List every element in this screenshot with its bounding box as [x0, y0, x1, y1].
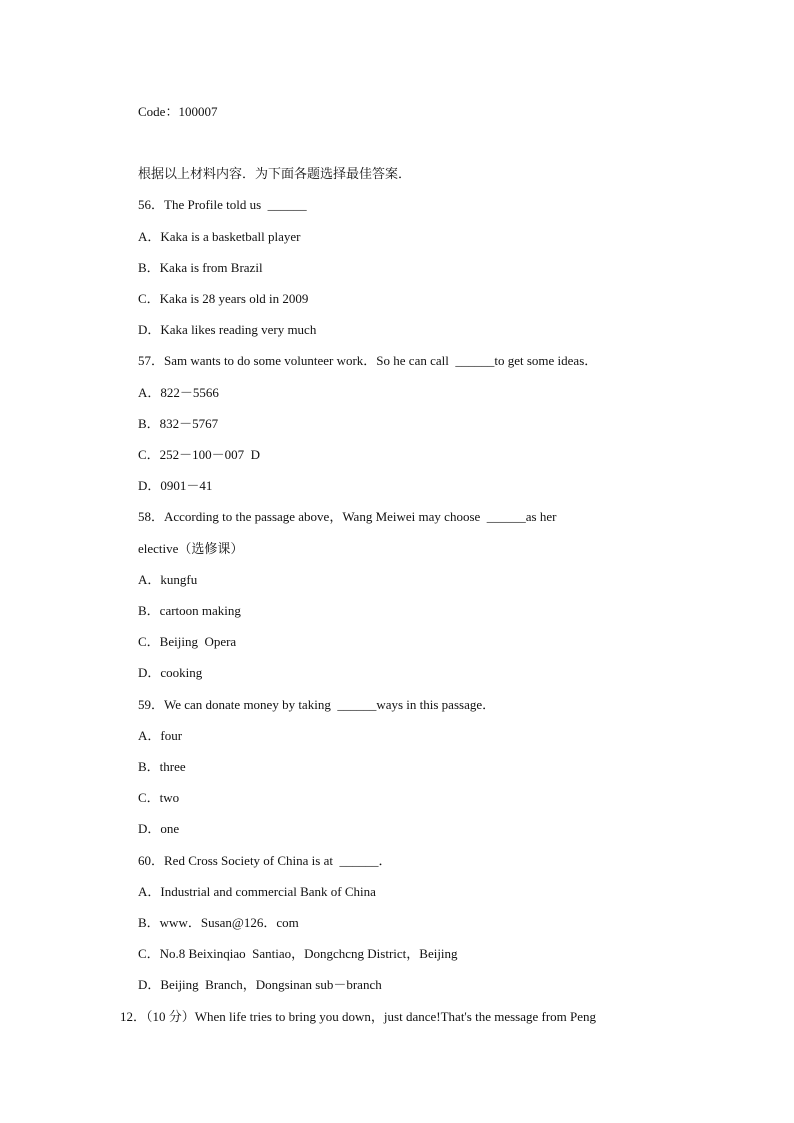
- question-58-option-b: B．cartoon making: [138, 603, 241, 618]
- code-line: Code：100007: [138, 104, 218, 119]
- question-59-option-b: B．three: [138, 759, 186, 774]
- question-60-stem: 60．Red Cross Society of China is at ______．: [138, 853, 392, 868]
- question-56-option-d: D．Kaka likes reading very much: [138, 322, 317, 337]
- question-60-option-b: B．www．Susan@126．com: [138, 915, 299, 930]
- question-57-option-a: A．822－5566: [138, 385, 219, 400]
- question-57-stem: 57．Sam wants to do some volunteer work．So he can call ______to get some ideas．: [138, 353, 598, 368]
- question-58-option-a: A．kungfu: [138, 572, 198, 587]
- question-56-option-a: A．Kaka is a basketball player: [138, 229, 301, 244]
- question-57-option-d: D．0901－41: [138, 478, 213, 493]
- question-58-stem-line1: 58．According to the passage above，Wang Meiwei may choose ______as her: [138, 509, 557, 524]
- question-60-option-a: A．Industrial and commercial Bank of China: [138, 884, 376, 899]
- instruction-line: 根据以上材料内容．为下面各题选择最佳答案．: [138, 166, 412, 181]
- question-12-line: 12．（10 分）When life tries to bring you down，just dance!That's the message from Peng: [120, 1009, 597, 1024]
- question-59-option-a: A．four: [138, 728, 183, 743]
- question-56-option-c: C．Kaka is 28 years old in 2009: [138, 291, 309, 306]
- question-59-stem: 59．We can donate money by taking ______ways in this passage．: [138, 697, 496, 712]
- question-56-option-b: B．Kaka is from Brazil: [138, 260, 263, 275]
- question-58-option-d: D．cooking: [138, 665, 203, 680]
- question-57-option-b: B．832－5767: [138, 416, 219, 431]
- question-60-option-c: C．No.8 Beixinqiao Santiao，Dongchcng District，Beijing: [138, 946, 458, 961]
- question-56-stem: 56．The Profile told us ______: [138, 197, 307, 212]
- question-59-option-d: D．one: [138, 821, 180, 836]
- question-58-option-c: C．Beijing Opera: [138, 634, 237, 649]
- question-58-stem-line2: elective（选修课）: [138, 541, 244, 556]
- question-57-option-c: C．252－100－007 D: [138, 447, 261, 462]
- question-60-option-d: D．Beijing Branch，Dongsinan sub－branch: [138, 977, 382, 992]
- question-59-option-c: C．two: [138, 790, 180, 805]
